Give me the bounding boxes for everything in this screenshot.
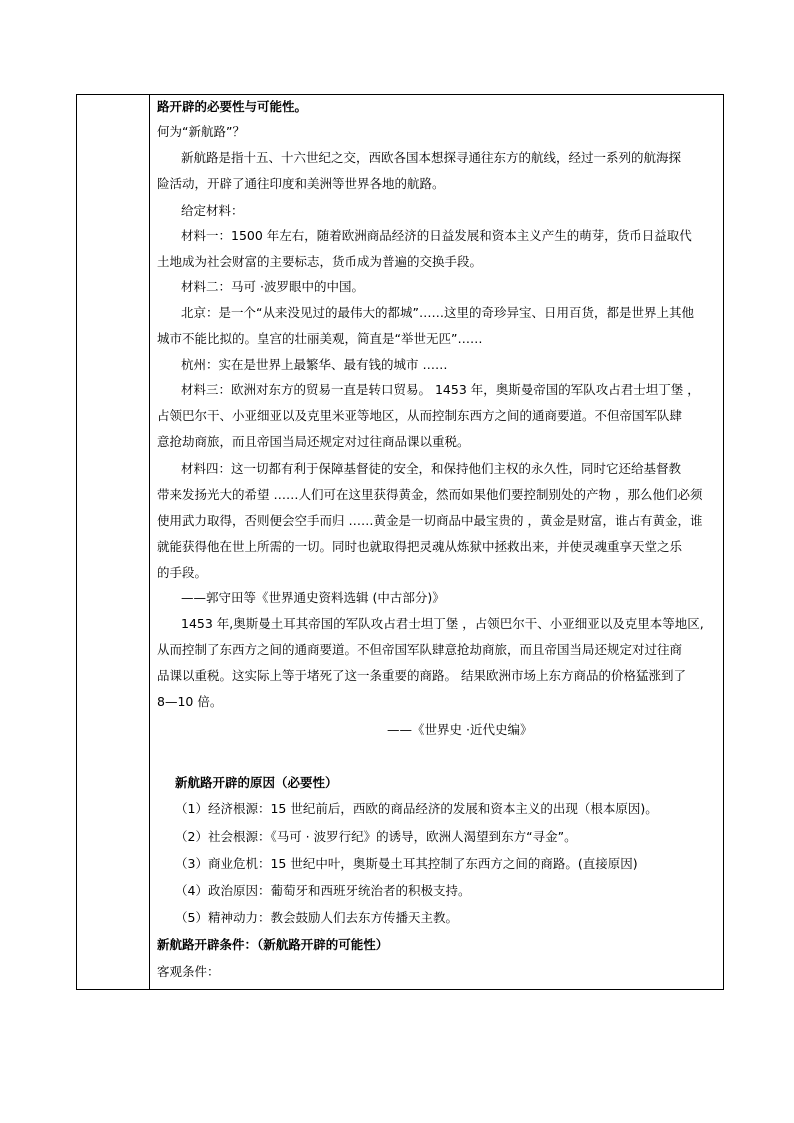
material-2-hangzhou: 杭州：实在是世界上最繁华、最有钱的城市 ……: [181, 357, 448, 372]
material-1-line-2: 土地成为社会财富的主要标志，货币成为普遍的交换手段。: [157, 254, 483, 269]
material-3-line-3: 意抢劫商旅，而且帝国当局还规定对过往商品课以重税。: [157, 434, 470, 449]
material-4-line-5: 的手段。: [157, 565, 208, 580]
source-citation-2: ——《世界史 ·近代史编》: [387, 722, 533, 737]
material-5-line-2: 从而控制了东西方之间的通商要道。不但帝国军队肆意抢劫商旅，而且帝国当局还规定对过往商: [157, 642, 683, 657]
material-5-line-3: 品课以重税。这实际上等于堵死了这一条重要的商路。 结果欧洲市场上东方商品的价格猛涨到了: [157, 668, 686, 683]
material-4-line-2: 带来发扬光大的希望 ……人们可在这里获得黄金，然而如果他们要控制别处的产物 ，那么他们必须: [157, 487, 703, 502]
material-5-line-4: 8—10 倍。: [157, 694, 223, 709]
material-3-line-2: 占领巴尔干、小亚细亚以及克里米亚等地区，从而控制东西方之间的通商要道。不但帝国军队肆: [157, 408, 683, 423]
objective-conditions-label: 客观条件：: [157, 964, 220, 979]
cause-4: （4）政治原因：葡萄牙和西班牙统治者的积极支持。: [175, 883, 471, 898]
left-column-cell: [77, 95, 149, 989]
material-2-title: 材料二：马可 ·波罗眼中的中国。: [181, 279, 364, 294]
material-4-line-3: 使用武力取得，否则便会空手而归 ……黄金是一切商品中最宝贵的 ，黄金是财富，谁占有黄金，谁: [157, 513, 703, 528]
material-4-line-1: 材料四：这一切都有利于保障基督徒的安全，和保持他们主权的永久性，同时它还给基督教: [181, 461, 682, 476]
content-cell: [157, 95, 717, 989]
causes-heading: 新航路开辟的原因（必要性）: [175, 775, 338, 790]
cause-5: （5）精神动力：教会鼓励人们去东方传播天主教。: [175, 910, 458, 925]
cause-2: （2）社会根源：《马可 · 波罗行纪》的诱导，欧洲人渴望到东方“寻金”。: [175, 829, 577, 844]
material-2-beijing-2: 城市不能比拟的。皇宫的壮丽美观，简直是“举世无匹”……: [157, 331, 483, 346]
column-divider: [149, 95, 150, 989]
cause-3: （3）商业危机：15 世纪中叶，奥斯曼土耳其控制了东西方之间的商路。(直接原因): [175, 856, 638, 871]
material-2-beijing-1: 北京：是一个“从来没见过的最伟大的都城”……这里的奇珍异宝、日用百货，都是世界上其他: [181, 305, 694, 320]
question-line: 何为“新航路”？: [157, 124, 245, 139]
material-1-line-1: 材料一：1500 年左右，随着欧洲商品经济的日益发展和资本主义产生的萌芽，货币日益取代: [181, 228, 692, 243]
definition-line-2: 险活动，开辟了通往印度和美洲等世界各地的航路。: [157, 176, 445, 191]
document-table: [76, 94, 724, 990]
materials-label: 给定材料：: [181, 203, 244, 218]
definition-line-1: 新航路是指十五、十六世纪之交，西欧各国本想探寻通往东方的航线，经过一系列的航海探: [181, 150, 682, 165]
cause-1: （1）经济根源：15 世纪前后，西欧的商品经济的发展和资本主义的出现（根本原因)。: [175, 801, 658, 816]
material-5-line-1: 1453 年,奥斯曼土耳其帝国的军队攻占君士坦丁堡 ，占领巴尔干、小亚细亚以及克里本等地区,: [181, 616, 704, 631]
material-4-line-4: 就能获得他在世上所需的一切。同时也就取得把灵魂从炼狱中拯救出来，并使灵魂重享天堂之乐: [157, 539, 683, 554]
conditions-heading: 新航路开辟条件：（新航路开辟的可能性）: [157, 937, 389, 952]
material-3-line-1: 材料三：欧洲对东方的贸易一直是转口贸易。 1453 年，奥斯曼帝国的军队攻占君士坦丁堡 ，: [181, 382, 700, 397]
source-citation-1: ——郭守田等《世界通史资料选辑 (中古部分)》: [181, 590, 445, 605]
heading-continuation: 路开辟的必要性与可能性。: [157, 99, 308, 114]
